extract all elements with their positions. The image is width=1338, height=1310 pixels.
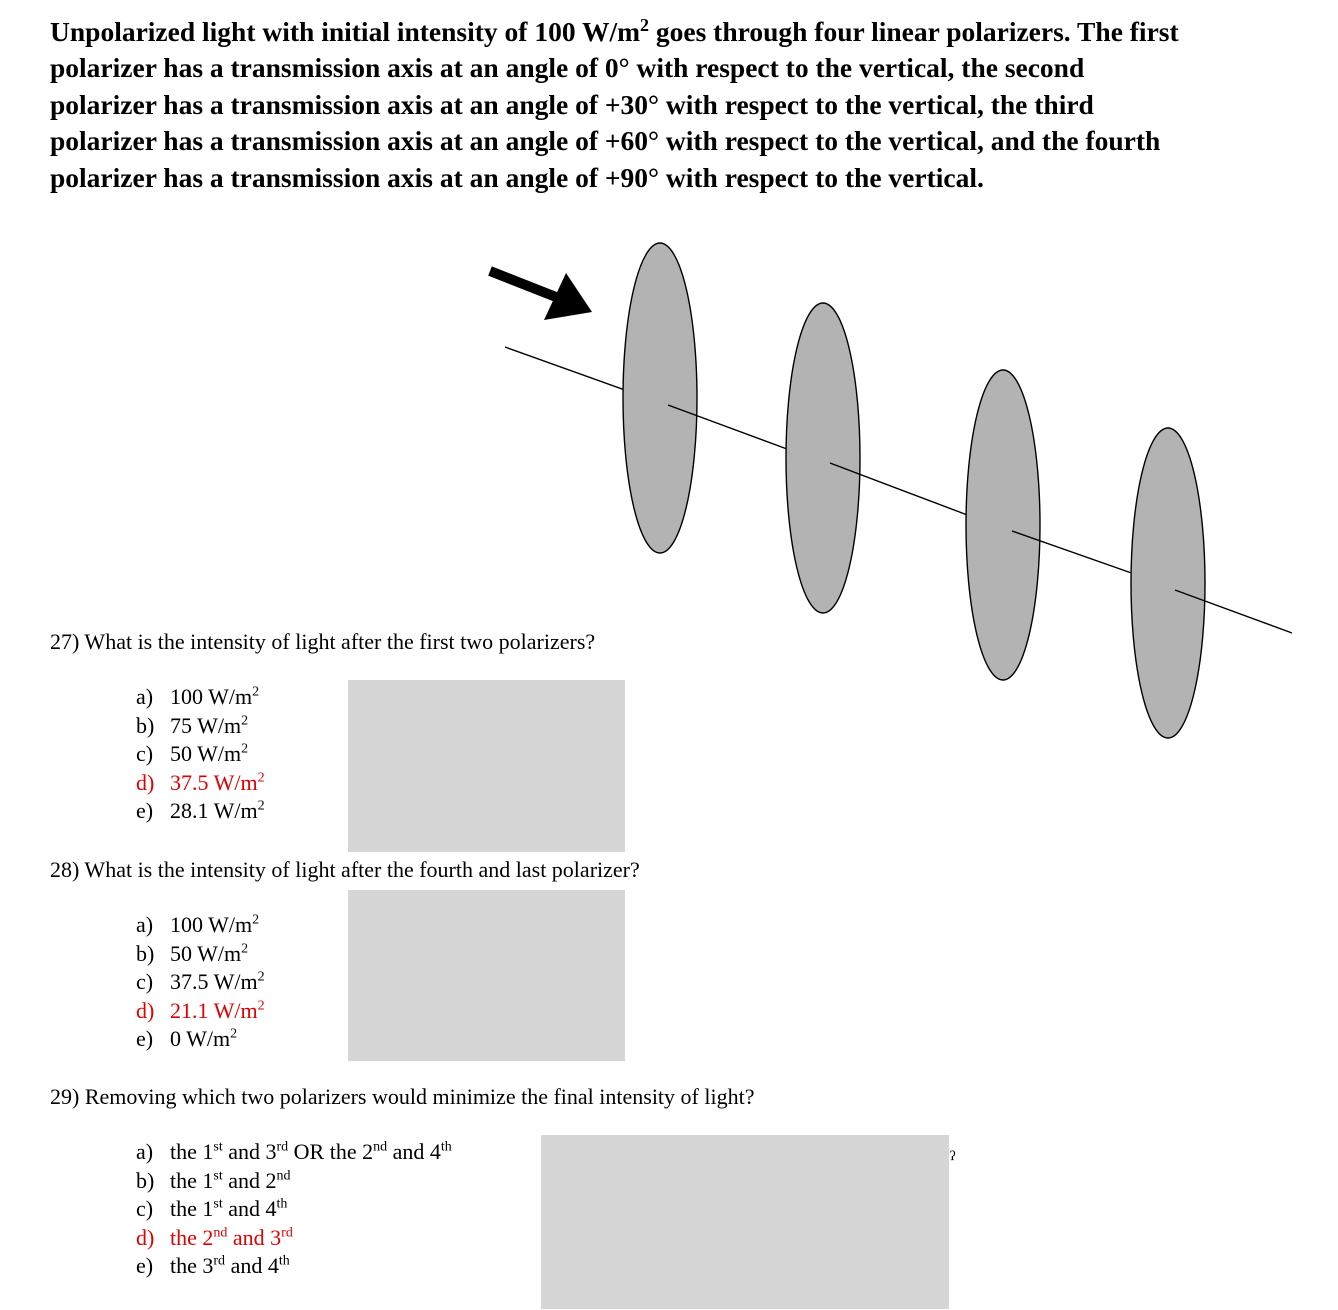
question-28-options <box>136 911 265 1054</box>
option-c: c) 37.5 $W/m^2$ <box>136 969 265 995</box>
redacted-box-27 <box>348 680 625 852</box>
option-a: a) the 1st and 3rd OR the 2nd and 4th <box>136 1139 452 1164</box>
question-28: 28) What is the intensity of light after the fourth and last polarizer? <box>50 857 640 882</box>
question-29-options <box>136 1138 452 1281</box>
option-e: e) 0 $W/m^2$ <box>136 1026 238 1052</box>
question-27: 27) What is the intensity of light after the first two polarizers? <box>50 629 596 654</box>
option-b: b) 50 $W/m^2$ <box>136 940 249 966</box>
option-e: e) the 3rd and 4th <box>136 1253 290 1279</box>
right-down-arrow-icon <box>490 271 592 320</box>
option-b: b) 75 $W/m^2$ <box>136 712 249 738</box>
option-d-correct: d) 37.5 $W/m^2$ <box>136 769 265 795</box>
question-29: 29) Removing which two polarizers would minimize the final intensity of light? <box>50 1084 755 1109</box>
polarizer-2 <box>786 303 860 613</box>
polarizer-4 <box>1131 428 1205 738</box>
option-d-correct: d) 21.1 $W/m^2$ <box>136 997 265 1023</box>
polarizer-3 <box>966 370 1040 680</box>
stray-mark: ˀ <box>950 1146 956 1171</box>
option-a: a) 100 $W/m^2$ <box>136 684 260 709</box>
redacted-box-28 <box>348 890 625 1061</box>
redacted-box-29 <box>541 1135 949 1309</box>
option-c: c) 50 $W/m^2$ <box>136 741 249 767</box>
option-b: b) the 1st and 2nd <box>136 1167 291 1193</box>
polarizer-1 <box>623 243 697 553</box>
option-a: a) 100 $W/m^2$ <box>136 912 260 937</box>
problem-statement: Unpolarized light with initial intensity of 100 $W/m^2$ goes through four linear polarizers. The first polarizer has a transmission axis at an angle of 0° with respect to the vertical, the second polarizer has a transmission axis at an angle of +30° with respect to the vertical, the third polarizer has a transmission axis at an angle of +60° with respect to the vertical, and the fourth polarizer has a transmission axis at an angle of +90° with respect to the vertical. <box>50 14 1179 193</box>
option-c: c) the 1st and 4th <box>136 1196 288 1222</box>
question-27-options <box>136 683 265 826</box>
option-e: e) 28.1 $W/m^2$ <box>136 798 265 824</box>
option-d-correct: d) the 2nd and 3rd <box>136 1224 293 1250</box>
